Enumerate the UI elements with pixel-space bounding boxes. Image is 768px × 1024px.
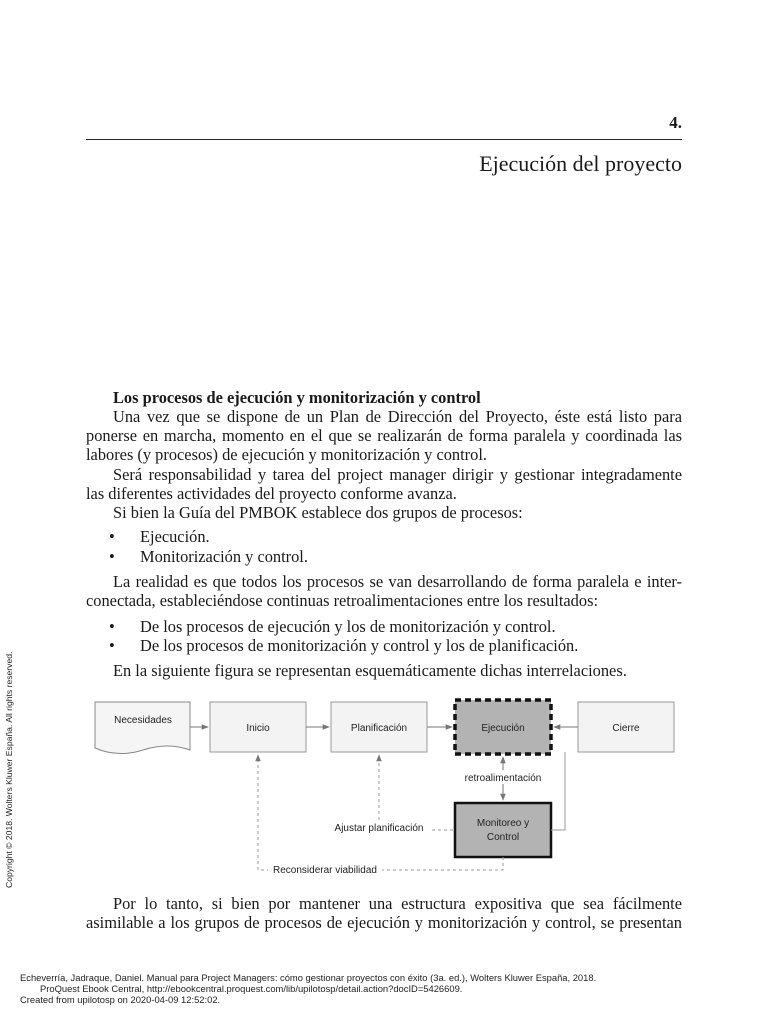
ajustar-label: Ajustar planificación xyxy=(334,823,424,834)
bullet-icon: • xyxy=(109,617,115,636)
list-item-label: De los procesos de ejecución y los de monitorización y control. xyxy=(140,617,556,636)
chapter-number: 4. xyxy=(669,113,682,132)
bullet-icon: • xyxy=(109,527,115,546)
paragraph-1-line-3: labores (y procesos) de ejecución y monitorización y control. xyxy=(86,445,487,464)
paragraph-4-line-2: conectada, estableciéndose continuas retroalimentaciones entre los resultados: xyxy=(86,591,599,610)
connector-monitoreo-cierre xyxy=(551,752,565,830)
footer-source-link[interactable]: ProQuest Ebook Central, http://ebookcentral.proquest.com/lib/upilotosp/detail.action?docID=5426609. xyxy=(40,983,463,994)
monitoreo-label-line-2: Control xyxy=(486,832,520,843)
monitoreo-box xyxy=(455,803,551,857)
necesidades-shape xyxy=(95,702,190,754)
cierre-label: Cierre xyxy=(612,723,640,734)
list-item-label: Monitorización y control. xyxy=(140,547,308,566)
paragraph-2-line-1: Será responsabilidad y tarea del project manager dirigir y gestionar integradamente xyxy=(113,465,682,484)
connector-ajustar-planificacion xyxy=(379,755,453,830)
chapter-title: Ejecución del proyecto xyxy=(479,151,682,176)
bullet-icon: • xyxy=(109,636,115,655)
bullet-icon: • xyxy=(109,547,115,566)
list-item-label: Ejecución. xyxy=(140,527,210,546)
side-copyright-note: Copyright © 2018. Wolters Kluwer España. All rights reserved. xyxy=(4,651,14,888)
retroalimentacion-label: retroalimentación xyxy=(464,773,542,784)
section-heading: Los procesos de ejecución y monitorización y control xyxy=(113,388,481,407)
reconsiderar-label: Reconsiderar viabilidad xyxy=(273,865,377,876)
footer-citation: Echeverría, Jadraque, Daniel. Manual para Project Managers: cómo gestionar proyectos con éxito (3a. ed.), Wolters Kluwer España, 2018. xyxy=(20,972,597,983)
paragraph-4-line-1: La realidad es que todos los procesos se van desarrollando de forma paralela e inter- xyxy=(113,572,682,591)
paragraph-5: En la siguiente figura se representan esquemáticamente dichas interrelaciones. xyxy=(113,661,627,680)
paragraph-6-line-2: asimilable a los grupos de procesos de ejecución y monitorización y control, se presentan xyxy=(86,913,682,932)
necesidades-label: Necesidades xyxy=(114,715,172,726)
paragraph-1-line-2: ponerse en marcha, momento en el que se realizarán de forma paralela y coordinada las xyxy=(86,426,682,445)
monitoreo-label-line-1: Monitoreo y xyxy=(476,818,530,829)
paragraph-1-line-1: Una vez que se dispone de un Plan de Dirección del Proyecto, éste está listo para xyxy=(113,407,682,426)
inicio-label: Inicio xyxy=(246,723,270,734)
paragraph-3: Si bien la Guía del PMBOK establece dos grupos de procesos: xyxy=(113,503,523,522)
paragraph-6-line-1: Por lo tanto, si bien por mantener una estructura expositiva que sea fácilmente xyxy=(113,894,682,913)
ejecucion-label: Ejecución xyxy=(481,723,525,734)
footer-created: Created from upilotosp on 2020-04-09 12:52:02. xyxy=(20,994,221,1005)
planificacion-label: Planificación xyxy=(350,723,408,734)
list-item-label: De los procesos de monitorización y control y los de planificación. xyxy=(140,636,579,655)
paragraph-2-line-2: las diferentes actividades del proyecto conforme avanza. xyxy=(86,484,457,503)
